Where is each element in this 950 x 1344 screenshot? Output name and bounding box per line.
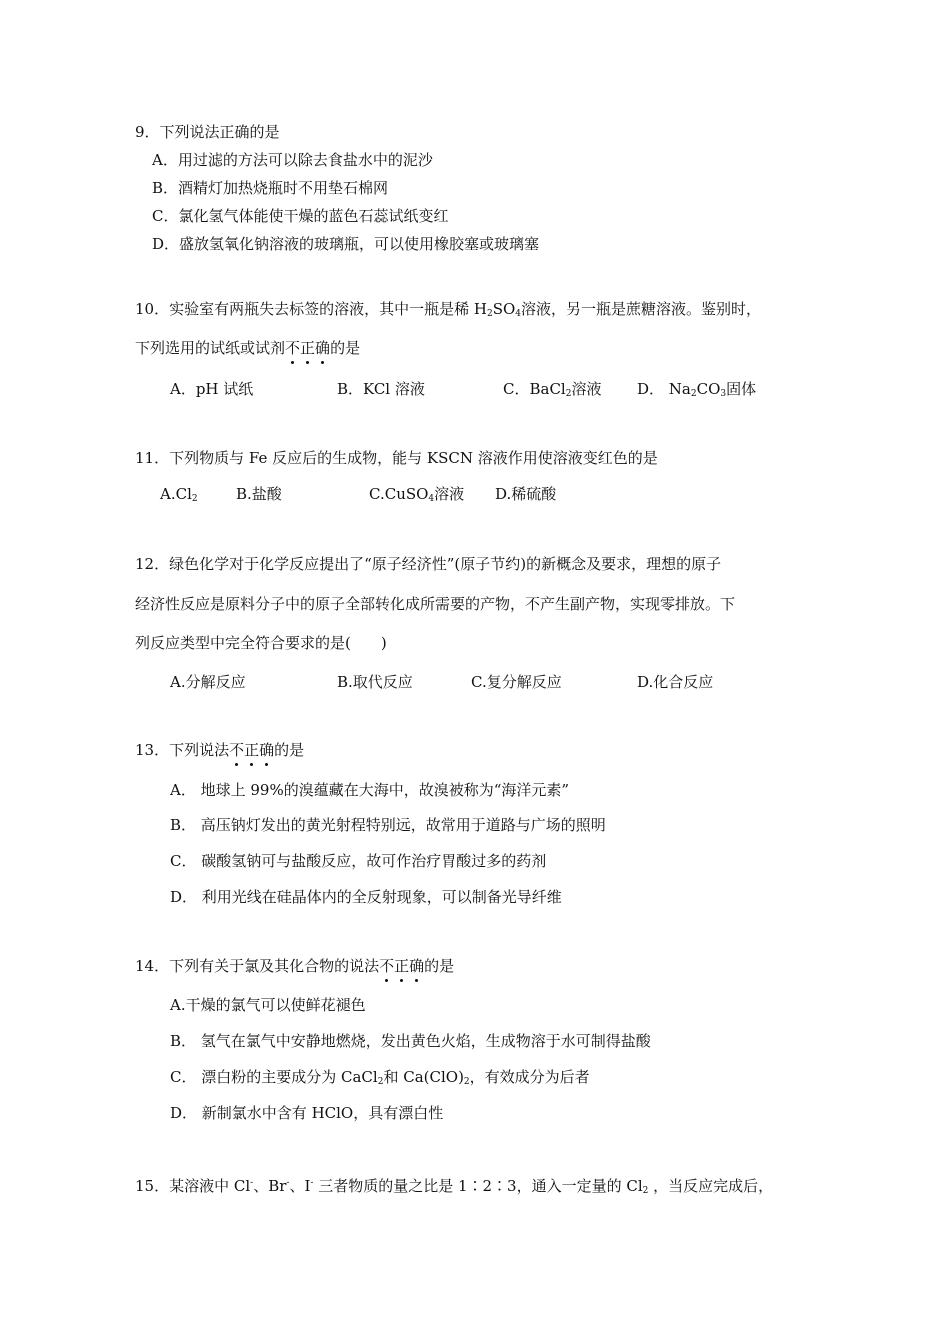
q12-stem-line2: 经济性反应是原料分子中的原子全部转化成所需要的产物，不产生副产物，实现零排放。下 [135, 595, 736, 613]
q10-stem-line2: 下列选用的试纸或试剂不正确的是 [135, 339, 361, 357]
emphasis-char: 不 [379, 957, 395, 975]
q12-option-a: A.分解反应 [170, 673, 246, 691]
q12-stem-line3: 列反应类型中完全符合要求的是( ) [135, 634, 387, 652]
emphasis-char: 正 [244, 741, 260, 759]
q11-option-a: $A.Cl_2$ [160, 485, 198, 504]
emphasis-char: 正 [394, 957, 410, 975]
q12-option-c: C.复分解反应 [471, 673, 562, 691]
emphasis-char: 不 [229, 741, 245, 759]
emphasis-char: 不 [285, 339, 301, 357]
emphasis-char: 确 [315, 339, 331, 357]
q9-stem: 9．下列说法正确的是 [135, 123, 280, 141]
q10-option-a: A．pH 试纸 [170, 380, 254, 398]
q14-option-d: D． 新制氯水中含有 HClO，具有漂白性 [170, 1104, 444, 1122]
q13-option-d: D． 利用光线在硅晶体内的全反射现象，可以制备光导纤维 [170, 888, 562, 906]
q12-option-d: D.化合反应 [637, 673, 714, 691]
q11-option-c: C.CuSO$_4$溶液 [369, 485, 465, 504]
q13-option-a: A． 地球上 99%的溴蕴藏在大海中，故溴被称为“海洋元素” [170, 781, 570, 799]
q14-option-a: A.干燥的氯气可以使鲜花褪色 [170, 996, 366, 1014]
q11-stem: 11．下列物质与 Fe 反应后的生成物，能与 KSCN 溶液作用使溶液变红色的是 [135, 449, 658, 467]
q15-stem: 15．某溶液中 Cl-、Br-、I- 三者物质的量之比是 1∶2∶3，通入一定量的 $Cl_2$ ，当反应完成后， [135, 1177, 774, 1196]
q13-stem: 13．下列说法不正确的是 [135, 741, 305, 759]
emphasis-char: 确 [259, 741, 275, 759]
q13-option-c: C． 碳酸氢钠可与盐酸反应，故可作治疗胃酸过多的药剂 [170, 852, 547, 870]
q10-option-c: C．BaCl$_2$溶液 [503, 380, 602, 399]
q11-option-b: B.盐酸 [236, 485, 282, 503]
q13-option-b: B． 高压钠灯发出的黄光射程特别远，故常用于道路与广场的照明 [170, 816, 606, 834]
emphasis-char: 正 [300, 339, 316, 357]
q14-stem: 14．下列有关于氯及其化合物的说法不正确的是 [135, 957, 455, 975]
q9-option-a: A．用过滤的方法可以除去食盐水中的泥沙 [152, 151, 433, 169]
q9-option-b: B．酒精灯加热烧瓶时不用垫石棉网 [152, 179, 389, 197]
q9-option-d: D．盛放氢氧化钠溶液的玻璃瓶，可以使用橡胶塞或玻璃塞 [152, 235, 540, 253]
q12-option-b: B.取代反应 [337, 673, 413, 691]
q10-stem-line1: 10．实验室有两瓶失去标签的溶液，其中一瓶是稀 $H_2SO_4$溶液，另一瓶是蔗糖溶液。鉴别时， [135, 300, 762, 319]
q9-option-c: C．氯化氢气体能使干燥的蓝色石蕊试纸变红 [152, 207, 449, 225]
emphasis-char: 确 [409, 957, 425, 975]
q10-option-b: B．KCl 溶液 [337, 380, 425, 398]
q12-stem-line1: 12．绿色化学对于化学反应提出了“原子经济性”(原子节约)的新概念及要求，理想的原子 [135, 555, 722, 573]
q11-option-d: D.稀硫酸 [495, 485, 557, 503]
q10-option-d: D． $Na_2CO_3$固体 [637, 380, 757, 399]
q14-option-b: B． 氢气在氯气中安静地燃烧，发出黄色火焰，生成物溶于水可制得盐酸 [170, 1032, 651, 1050]
q14-option-c: C． 漂白粉的主要成分为 CaCl$_2$和 $Ca(ClO)_2$，有效成分为后者 [170, 1068, 590, 1087]
